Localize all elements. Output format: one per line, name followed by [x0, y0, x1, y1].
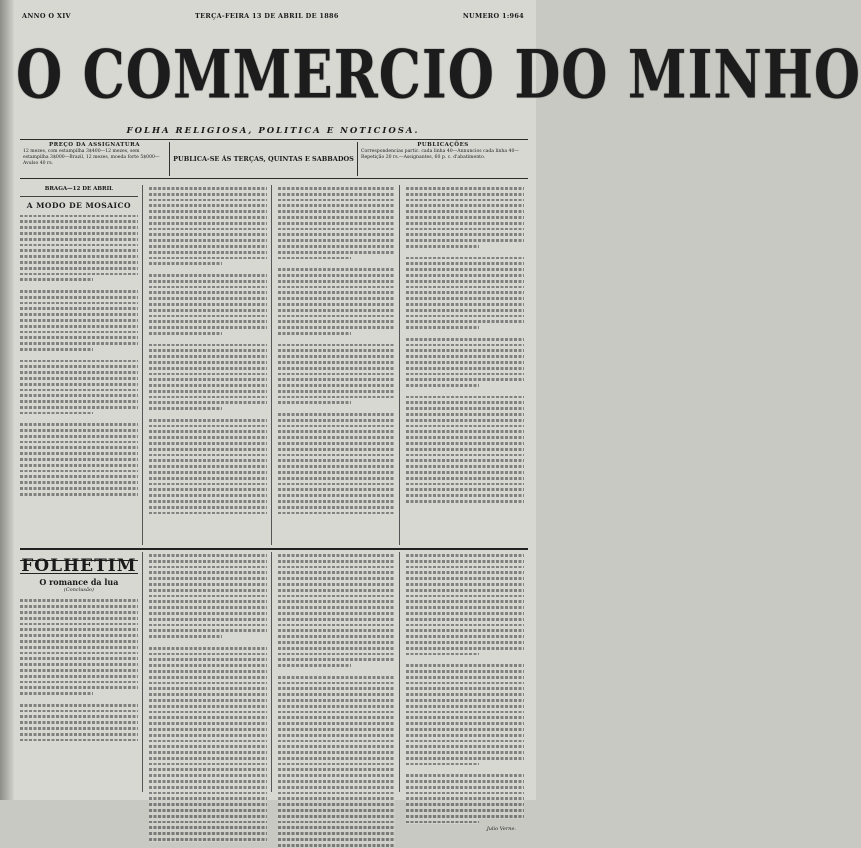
masthead-title: O COMMERCIO DO MINHO	[16, 36, 861, 114]
year-label: ANNO O XIV	[22, 12, 71, 20]
article-body-lines	[406, 185, 524, 504]
issue-date: TERÇA-FEIRA 13 DE ABRIL DE 1886	[195, 12, 339, 20]
dateline: BRAGA—12 DE ABRIL	[20, 185, 138, 197]
publications-heading: PUBLICAÇÕES	[417, 142, 469, 148]
folhetim-column-4	[406, 552, 528, 833]
article-headline: A MODO DE MOSAICO	[26, 200, 132, 210]
article-body-lines	[149, 185, 267, 515]
folhetim-section	[20, 552, 528, 833]
folhetim-column-2	[149, 552, 272, 792]
article-body-lines	[278, 185, 396, 515]
divider	[20, 139, 528, 140]
article-body-lines	[20, 213, 138, 497]
folhetim-column-1	[20, 552, 143, 792]
story-signature: Julio Verne.	[486, 826, 516, 833]
story-body-lines	[406, 552, 524, 824]
article-column-4	[406, 185, 528, 545]
publications-box	[358, 142, 528, 176]
story-body-lines	[149, 552, 267, 842]
article-column-1	[20, 185, 143, 545]
article-column-2	[149, 185, 272, 545]
subscription-heading: PREÇO DA ASSIGNATURA	[48, 142, 140, 148]
story-title: O romance da lua	[39, 576, 119, 587]
article-column-3	[278, 185, 401, 545]
publication-schedule: PUBLICA-SE ÁS TERÇAS, QUINTAS E SABBADOS	[170, 142, 358, 176]
story-continuation: (Conclusão)	[63, 586, 94, 593]
story-body-lines	[20, 597, 138, 742]
article-columns	[20, 185, 528, 545]
issue-number: NUMERO 1:964	[462, 12, 524, 20]
subscription-box	[20, 142, 170, 176]
story-body-lines	[278, 552, 396, 848]
subscription-prices: 12 mezes, com estampilha 3$400—12 mezes, sem estampilha 3$000—Brazil, 12 mezes, moeda forte 5$000—Avulso 40 rs.	[23, 149, 160, 166]
divider	[20, 178, 528, 179]
masthead-subtitle: FOLHA RELIGIOSA, POLITICA E NOTICIOSA.	[126, 126, 420, 136]
info-bar	[20, 142, 528, 176]
folhetim-column-3	[278, 552, 401, 792]
folhetim-label: FOLHETIM	[21, 556, 137, 576]
folhetim-divider	[20, 548, 528, 550]
publications-prices: Correspondencias partic. cada linha 40—Annuncios cada linha 40—Repetição 20 rs.—Assignantes, 60 p. c. d'abatimento.	[361, 149, 519, 160]
